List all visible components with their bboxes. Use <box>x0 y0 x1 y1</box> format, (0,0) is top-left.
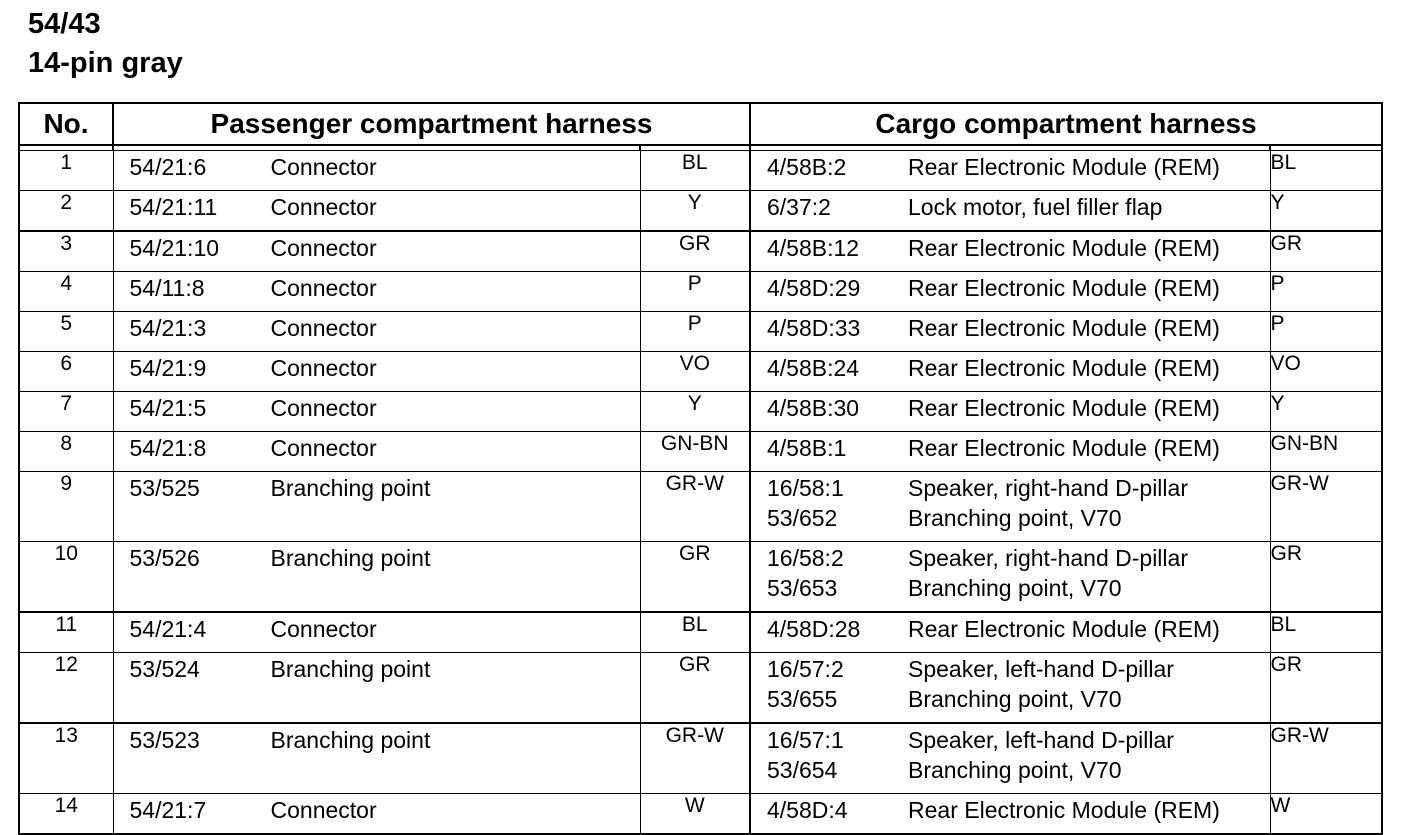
passenger-id: 54/21:6 <box>129 154 207 180</box>
table-row <box>19 723 1382 794</box>
pin-number: 5 <box>19 312 113 352</box>
cargo-desc: Rear Electronic Module (REM) <box>908 315 1220 341</box>
passenger-desc: Connector <box>270 616 377 642</box>
cargo-wire-color: GR-W <box>1270 472 1382 542</box>
cargo-desc: Rear Electronic Module (REM) <box>908 395 1220 421</box>
table-row <box>19 472 1382 542</box>
passenger-desc: Connector <box>270 355 377 381</box>
passenger-cell <box>113 312 640 352</box>
passenger-id: 54/21:5 <box>129 395 207 421</box>
cargo-wire-color: GR <box>1270 542 1382 613</box>
passenger-cell <box>113 472 640 542</box>
cargo-desc: Branching point, V70 <box>908 505 1122 531</box>
cargo-wire-color: GR-W <box>1270 723 1382 794</box>
connector-code-title: 54/43 <box>28 8 101 40</box>
table-row <box>19 653 1382 724</box>
passenger-desc: Connector <box>270 154 377 180</box>
passenger-desc: Connector <box>270 315 377 341</box>
cargo-desc: Lock motor, fuel filler flap <box>908 194 1163 220</box>
passenger-id: 54/21:3 <box>129 315 207 341</box>
passenger-wire-color: GN-BN <box>640 432 750 472</box>
cargo-id: 6/37:2 <box>767 194 831 220</box>
cargo-wire-color: Y <box>1270 392 1382 432</box>
cargo-cell <box>750 612 1270 653</box>
cargo-id: 4/58B:1 <box>767 435 847 461</box>
pin-number: 3 <box>19 231 113 272</box>
passenger-cell <box>113 392 640 432</box>
passenger-wire-color: GR <box>640 231 750 272</box>
cargo-cell <box>750 432 1270 472</box>
cargo-desc: Branching point, V70 <box>908 686 1122 712</box>
cargo-id: 53/653 <box>767 575 838 601</box>
cargo-id: 53/652 <box>767 505 838 531</box>
passenger-wire-color: P <box>640 272 750 312</box>
cargo-cell <box>750 794 1270 835</box>
cargo-wire-color: VO <box>1270 352 1382 392</box>
passenger-wire-color: BL <box>640 151 750 191</box>
cargo-desc: Rear Electronic Module (REM) <box>908 435 1220 461</box>
cargo-desc: Speaker, left-hand D-pillar <box>908 727 1174 753</box>
cargo-desc: Branching point, V70 <box>908 757 1122 783</box>
pin-table <box>18 102 1383 835</box>
pin-number: 14 <box>19 794 113 835</box>
table-row <box>19 392 1382 432</box>
passenger-desc: Branching point <box>270 656 431 682</box>
passenger-cell <box>113 723 640 794</box>
passenger-id: 53/526 <box>129 545 200 571</box>
cargo-desc: Rear Electronic Module (REM) <box>908 797 1220 823</box>
passenger-desc: Branching point <box>270 475 431 501</box>
cargo-desc: Rear Electronic Module (REM) <box>908 235 1220 261</box>
passenger-cell <box>113 432 640 472</box>
cargo-desc: Rear Electronic Module (REM) <box>908 154 1220 180</box>
cargo-desc: Speaker, right-hand D-pillar <box>908 545 1188 571</box>
cargo-cell <box>750 231 1270 272</box>
cargo-id: 4/58B:12 <box>767 235 860 261</box>
cargo-cell <box>750 352 1270 392</box>
table-row <box>19 272 1382 312</box>
cargo-cell <box>750 653 1270 724</box>
passenger-id: 53/524 <box>129 656 200 682</box>
pin-number: 12 <box>19 653 113 724</box>
cargo-cell <box>750 542 1270 613</box>
passenger-id: 54/21:7 <box>129 797 207 823</box>
cargo-desc: Rear Electronic Module (REM) <box>908 616 1220 642</box>
cargo-wire-color: BL <box>1270 151 1382 191</box>
cargo-id: 16/58:2 <box>767 545 844 571</box>
passenger-desc: Connector <box>270 275 377 301</box>
cargo-id: 4/58D:29 <box>767 275 861 301</box>
passenger-wire-color: Y <box>640 392 750 432</box>
table-row <box>19 312 1382 352</box>
passenger-id: 54/11:8 <box>129 275 205 301</box>
cargo-id: 16/57:2 <box>767 656 844 682</box>
cargo-desc: Branching point, V70 <box>908 575 1122 601</box>
header-no: No. <box>19 103 113 145</box>
passenger-id: 54/21:11 <box>129 194 218 220</box>
cargo-wire-color: Y <box>1270 191 1382 232</box>
cargo-id: 4/58B:24 <box>767 355 860 381</box>
cargo-id: 16/57:1 <box>767 727 844 753</box>
cargo-wire-color: GR <box>1270 231 1382 272</box>
passenger-cell <box>113 794 640 835</box>
cargo-cell <box>750 191 1270 232</box>
header-passenger: Passenger compartment harness <box>113 103 750 145</box>
cargo-cell <box>750 723 1270 794</box>
cargo-id: 4/58D:28 <box>767 616 861 642</box>
pin-number: 13 <box>19 723 113 794</box>
passenger-desc: Branching point <box>270 545 431 571</box>
pin-number: 11 <box>19 612 113 653</box>
passenger-id: 54/21:9 <box>129 355 207 381</box>
passenger-desc: Branching point <box>270 727 431 753</box>
table-row <box>19 432 1382 472</box>
passenger-cell <box>113 191 640 232</box>
cargo-wire-color: P <box>1270 312 1382 352</box>
passenger-desc: Connector <box>270 435 377 461</box>
table-row <box>19 231 1382 272</box>
passenger-cell <box>113 653 640 724</box>
passenger-id: 54/21:8 <box>129 435 207 461</box>
pin-number: 1 <box>19 151 113 191</box>
cargo-id: 4/58B:2 <box>767 154 847 180</box>
table-row <box>19 612 1382 653</box>
passenger-wire-color: GR <box>640 542 750 613</box>
cargo-id: 4/58D:33 <box>767 315 861 341</box>
passenger-id: 54/21:10 <box>129 235 220 261</box>
table-row <box>19 542 1382 613</box>
passenger-cell <box>113 231 640 272</box>
cargo-desc: Speaker, left-hand D-pillar <box>908 656 1174 682</box>
table-row <box>19 191 1382 232</box>
passenger-desc: Connector <box>270 194 377 220</box>
table-row <box>19 352 1382 392</box>
cargo-cell <box>750 312 1270 352</box>
passenger-cell <box>113 542 640 613</box>
passenger-wire-color: GR-W <box>640 723 750 794</box>
cargo-desc: Speaker, right-hand D-pillar <box>908 475 1188 501</box>
pin-number: 6 <box>19 352 113 392</box>
pin-number: 7 <box>19 392 113 432</box>
passenger-cell <box>113 612 640 653</box>
passenger-wire-color: BL <box>640 612 750 653</box>
cargo-desc: Rear Electronic Module (REM) <box>908 275 1220 301</box>
passenger-id: 53/523 <box>129 727 200 753</box>
cargo-cell <box>750 272 1270 312</box>
cargo-cell <box>750 151 1270 191</box>
cargo-cell <box>750 472 1270 542</box>
passenger-wire-color: GR <box>640 653 750 724</box>
pin-number: 4 <box>19 272 113 312</box>
passenger-desc: Connector <box>270 395 377 421</box>
passenger-desc: Connector <box>270 797 377 823</box>
pin-number: 2 <box>19 191 113 232</box>
pin-number: 9 <box>19 472 113 542</box>
header-cargo: Cargo compartment harness <box>750 103 1382 145</box>
passenger-wire-color: Y <box>640 191 750 232</box>
cargo-wire-color: P <box>1270 272 1382 312</box>
passenger-wire-color: GR-W <box>640 472 750 542</box>
connector-subtitle: 14-pin gray <box>28 47 183 79</box>
cargo-wire-color: BL <box>1270 612 1382 653</box>
cargo-desc: Rear Electronic Module (REM) <box>908 355 1220 381</box>
passenger-id: 54/21:4 <box>129 616 207 642</box>
table-row <box>19 794 1382 835</box>
passenger-wire-color: W <box>640 794 750 835</box>
cargo-id: 16/58:1 <box>767 475 844 501</box>
cargo-wire-color: GR <box>1270 653 1382 724</box>
cargo-wire-color: W <box>1270 794 1382 835</box>
passenger-wire-color: P <box>640 312 750 352</box>
pin-number: 10 <box>19 542 113 613</box>
pin-number: 8 <box>19 432 113 472</box>
cargo-id: 53/655 <box>767 686 838 712</box>
passenger-cell <box>113 151 640 191</box>
cargo-id: 4/58D:4 <box>767 797 848 823</box>
cargo-id: 53/654 <box>767 757 838 783</box>
cargo-cell <box>750 392 1270 432</box>
passenger-desc: Connector <box>270 235 377 261</box>
cargo-id: 4/58B:30 <box>767 395 860 421</box>
passenger-cell <box>113 352 640 392</box>
passenger-cell <box>113 272 640 312</box>
table-row <box>19 151 1382 191</box>
passenger-id: 53/525 <box>129 475 200 501</box>
cargo-wire-color: GN-BN <box>1270 432 1382 472</box>
passenger-wire-color: VO <box>640 352 750 392</box>
